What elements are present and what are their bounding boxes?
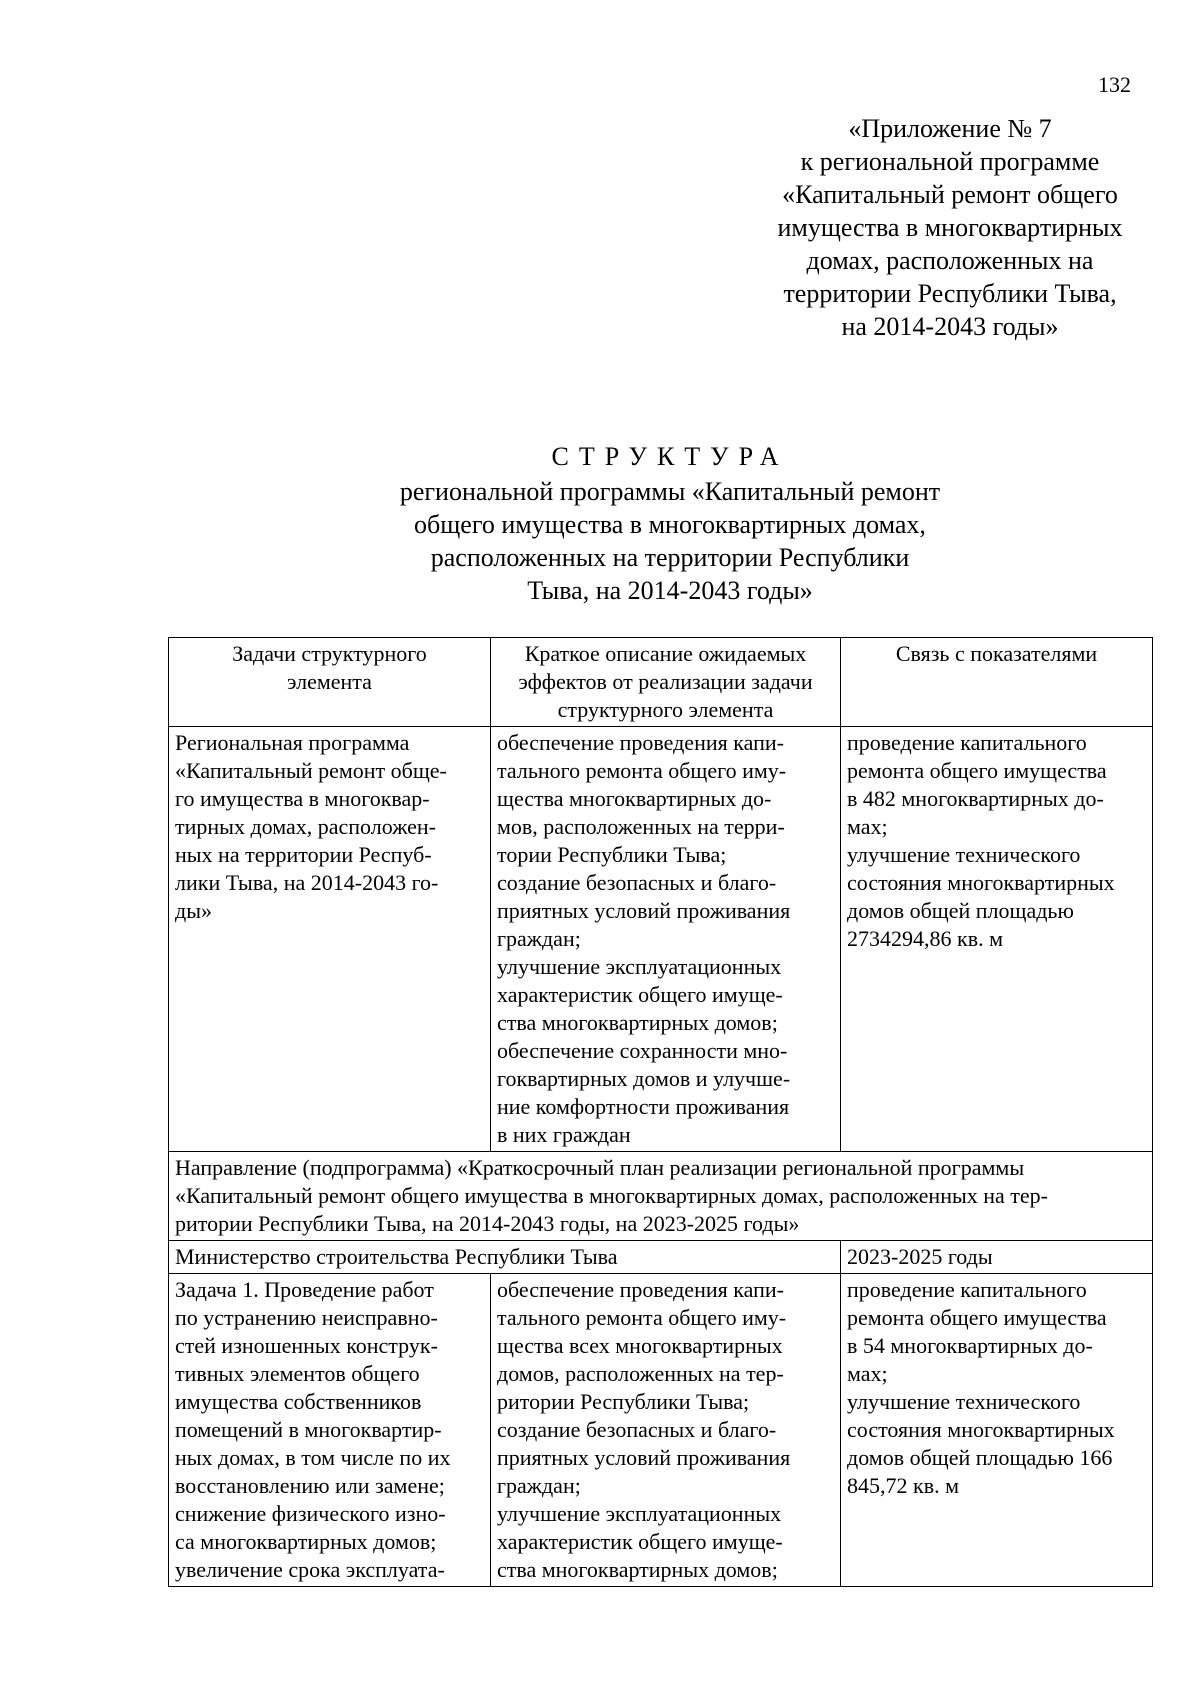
- header-line: эффектов от реализации задачи: [518, 669, 813, 694]
- cell-line: ритории Республики Тыва;: [497, 1389, 750, 1414]
- direction-line: Направление (подпрограмма) «Краткосрочный план реализации региональной программы: [175, 1155, 1025, 1180]
- appendix-line: на 2014-2043 годы»: [841, 312, 1059, 341]
- table-row: [169, 727, 1153, 1152]
- cell-line: тории Республики Тыва;: [497, 842, 727, 867]
- cell-line: домов, расположенных на тер-: [497, 1361, 784, 1386]
- document-subtitle-line: региональной программы «Капитальный ремонт: [399, 477, 941, 506]
- cell-line: по устранению неисправно-: [175, 1305, 438, 1330]
- cell-line: улучшение технического: [847, 1389, 1081, 1414]
- row2-indicators-cell: [841, 1274, 1153, 1587]
- cell-line: тального ремонта общего иму-: [497, 758, 787, 783]
- cell-line: ды»: [175, 898, 212, 923]
- cell-line: ства многоквартирных домов;: [497, 1010, 778, 1035]
- row2-tasks-cell: [169, 1274, 491, 1587]
- cell-line: ремонта общего имущества: [847, 1305, 1107, 1330]
- direction-line: «Капитальный ремонт общего имущества в многоквартирных домах, расположенных на тер-: [175, 1183, 1048, 1208]
- cell-line: тивных элементов общего: [175, 1361, 420, 1386]
- document-subtitle-line: общего имущества в многоквартирных домах,: [414, 510, 926, 539]
- cell-line: улучшение технического: [847, 842, 1081, 867]
- cell-line: щества многоквартирных до-: [497, 786, 772, 811]
- row2-effects-cell: [491, 1274, 841, 1587]
- ministry-cell: Министерство строительства Республики Тыва: [169, 1241, 841, 1274]
- document-subtitle-line: расположенных на территории Республики: [430, 543, 910, 572]
- page-number: 132: [1098, 72, 1131, 97]
- appendix-line: «Приложение № 7: [848, 114, 1052, 143]
- cell-line: обеспечение сохранности мно-: [497, 1038, 788, 1063]
- appendix-line: к региональной программе: [800, 147, 1100, 176]
- cell-line: приятных условий проживания: [497, 1445, 791, 1470]
- appendix-note: [700, 112, 1200, 343]
- cell-line: лики Тыва, на 2014-2043 го-: [175, 870, 439, 895]
- header-line: структурного элемента: [557, 697, 774, 722]
- cell-line: са многоквартирных домов;: [175, 1529, 437, 1554]
- cell-line: создание безопасных и благо-: [497, 1417, 777, 1442]
- table-row: [169, 1274, 1153, 1587]
- cell-line: увеличение срока эксплуата-: [175, 1557, 445, 1582]
- header-cell-effects: [491, 638, 841, 727]
- table-header-row: [169, 638, 1153, 727]
- cell-line: щества всех многоквартирных: [497, 1333, 783, 1358]
- document-subtitle-line: Тыва, на 2014-2043 годы»: [527, 576, 813, 605]
- direction-cell: [169, 1152, 1153, 1241]
- cell-line: ства многоквартирных домов;: [497, 1557, 778, 1582]
- cell-line: домов общей площадью 166: [847, 1445, 1113, 1470]
- period-cell: 2023-2025 годы: [841, 1241, 1153, 1274]
- direction-line: ритории Республики Тыва, на 2014-2043 годы, на 2023-2025 годы»: [175, 1211, 800, 1236]
- cell-line: тирных домах, расположен-: [175, 814, 436, 839]
- cell-line: улучшение эксплуатационных: [497, 954, 782, 979]
- cell-line: домов общей площадью: [847, 898, 1074, 923]
- cell-line: мах;: [847, 1361, 888, 1386]
- appendix-line: имущества в многоквартирных: [777, 213, 1123, 242]
- document-title: СТРУКТУРА: [551, 442, 789, 471]
- cell-line: гоквартирных домов и улучше-: [497, 1066, 791, 1091]
- cell-line: в 482 многоквартирных до-: [847, 786, 1104, 811]
- cell-line: проведение капитального: [847, 1277, 1087, 1302]
- cell-line: в них граждан: [497, 1122, 631, 1147]
- row1-tasks-cell: [169, 727, 491, 1152]
- cell-line: в 54 многоквартирных до-: [847, 1333, 1093, 1358]
- cell-line: ние комфортности проживания: [497, 1094, 790, 1119]
- cell-line: 2734294,86 кв. м: [847, 926, 1003, 951]
- row1-indicators-cell: [841, 727, 1153, 1152]
- cell-line: граждан;: [497, 1473, 581, 1498]
- cell-line: улучшение эксплуатационных: [497, 1501, 782, 1526]
- cell-line: восстановлению или замене;: [175, 1473, 445, 1498]
- header-line: элемента: [287, 669, 372, 694]
- cell-line: ремонта общего имущества: [847, 758, 1107, 783]
- cell-line: «Капитальный ремонт обще-: [175, 758, 447, 783]
- cell-line: характеристик общего имуще-: [497, 982, 783, 1007]
- cell-line: ных на территории Респуб-: [175, 842, 432, 867]
- document-heading: [330, 440, 1010, 607]
- table-row-direction: [169, 1152, 1153, 1241]
- cell-line: обеспечение проведения капи-: [497, 1277, 784, 1302]
- cell-line: мов, расположенных на терри-: [497, 814, 785, 839]
- cell-line: создание безопасных и благо-: [497, 870, 777, 895]
- header-line: Задачи структурного: [232, 641, 427, 666]
- cell-line: Задача 1. Проведение работ: [175, 1277, 434, 1302]
- cell-line: тального ремонта общего иму-: [497, 1305, 787, 1330]
- cell-line: снижение физического изно-: [175, 1501, 446, 1526]
- header-line: Связь с показателями: [895, 641, 1098, 666]
- cell-line: стей изношенных конструк-: [175, 1333, 438, 1358]
- cell-line: граждан;: [497, 926, 581, 951]
- cell-line: состояния многоквартирных: [847, 870, 1115, 895]
- header-cell-tasks: [169, 638, 491, 727]
- cell-line: обеспечение проведения капи-: [497, 730, 784, 755]
- cell-line: характеристик общего имуще-: [497, 1529, 783, 1554]
- row1-effects-cell: [491, 727, 841, 1152]
- structure-table: [168, 637, 1153, 1587]
- table-row-responsible: [169, 1241, 1153, 1274]
- cell-line: ных домах, в том числе по их: [175, 1445, 451, 1470]
- cell-line: 845,72 кв. м: [847, 1473, 959, 1498]
- cell-line: имущества собственников: [175, 1389, 422, 1414]
- cell-line: приятных условий проживания: [497, 898, 791, 923]
- cell-line: Региональная программа: [175, 730, 410, 755]
- appendix-line: домах, расположенных на: [806, 246, 1094, 275]
- header-line: Краткое описание ожидаемых: [524, 641, 807, 666]
- cell-line: го имущества в многоквар-: [175, 786, 430, 811]
- appendix-line: «Капитальный ремонт общего: [782, 180, 1118, 209]
- cell-line: мах;: [847, 814, 888, 839]
- cell-line: помещений в многоквартир-: [175, 1417, 442, 1442]
- cell-line: проведение капитального: [847, 730, 1087, 755]
- header-cell-indicators: [841, 638, 1153, 727]
- cell-line: состояния многоквартирных: [847, 1417, 1115, 1442]
- appendix-line: территории Республики Тыва,: [783, 279, 1117, 308]
